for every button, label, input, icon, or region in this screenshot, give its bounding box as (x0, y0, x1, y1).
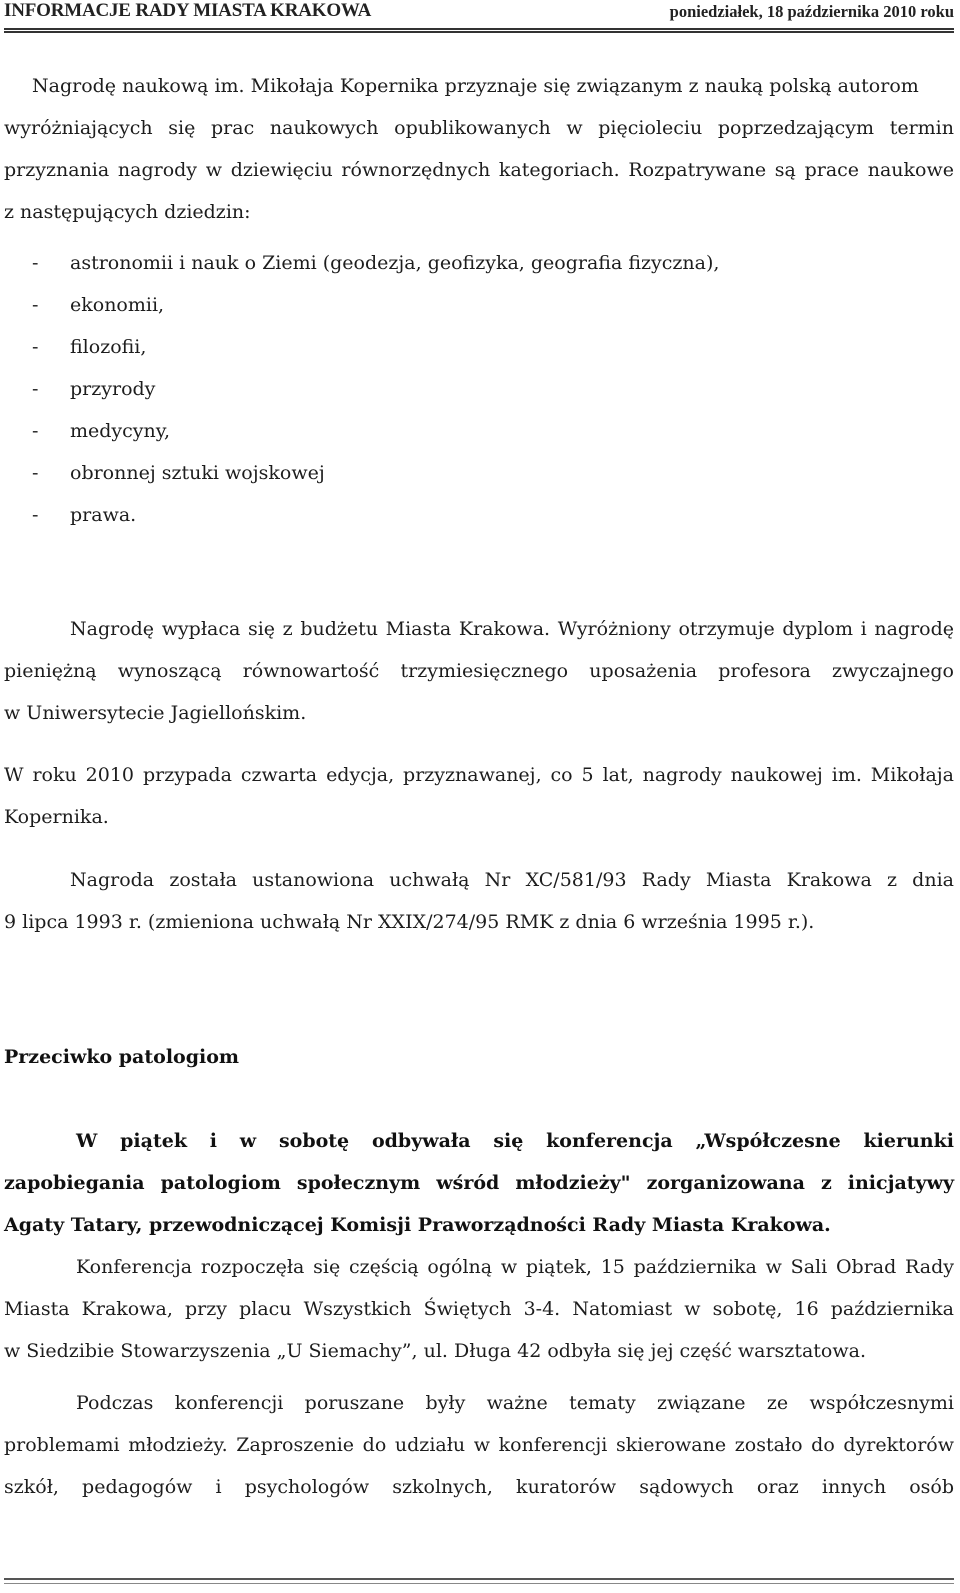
list-item (32, 293, 164, 317)
paragraph-line: 9 lipca 1993 r. (zmieniona uchwałą Nr XXIX/274/95 RMK z dnia 6 września 1995 r.). (4, 911, 815, 933)
list-item-text: medycyny, (70, 420, 171, 442)
list-item-text: astronomii i nauk o Ziemi (geodezja, geofizyka, geografia fizyczna), (70, 252, 720, 274)
paragraph-line: Nagroda została ustanowiona uchwałą Nr XC/581/93 Rady Miasta Krakowa z dnia (70, 869, 954, 891)
paragraph-line: Miasta Krakowa, przy placu Wszystkich Świętych 3-4. Natomiast w sobotę, 16 października (4, 1298, 954, 1320)
paragraph-line: w Uniwersytecie Jagiellońskim. (4, 702, 307, 724)
paragraph-line: Konferencja rozpoczęła się częścią ogólną w piątek, 15 października w Sali Obrad Rady (76, 1256, 954, 1278)
paragraph-line: w Siedzibie Stowarzyszenia „U Siemachy”, ul. Długa 42 odbyła się jej część warsztatowa. (4, 1340, 866, 1362)
list-item (32, 503, 136, 527)
paragraph-line: Nagrodę wypłaca się z budżetu Miasta Krakowa. Wyróżniony otrzymuje dyplom i nagrodę (70, 618, 954, 640)
list-dash: - (32, 252, 39, 274)
lead-line: zapobiegania patologiom społecznym wśród młodzieży" zorganizowana z inicjatywy (4, 1172, 954, 1194)
paragraph-line: szkół, pedagogów i psychologów szkolnych, kuratorów sądowych oraz innych osób (4, 1476, 954, 1498)
list-dash: - (32, 378, 39, 400)
list-item (32, 461, 325, 485)
header-rule (4, 28, 954, 33)
paragraph-line: problemami młodzieży. Zaproszenie do udziału w konferencji skierowane zostało do dyrektorów (4, 1434, 954, 1456)
paragraph-line: Kopernika. (4, 806, 109, 828)
list-item-text: prawa. (70, 504, 137, 526)
footer-rule (4, 1578, 954, 1584)
list-dash: - (32, 504, 39, 526)
paragraph-line: W roku 2010 przypada czwarta edycja, przyznawanej, co 5 lat, nagrody naukowej im. Mikołaja (4, 764, 954, 786)
list-item-text: przyrody (70, 378, 156, 400)
section-heading: Przeciwko patologiom (4, 1046, 239, 1068)
header-date: poniedziałek, 18 października 2010 roku (669, 2, 954, 21)
list-item (32, 335, 146, 359)
header-title: INFORMACJE RADY MIASTA KRAKOWA (4, 0, 372, 21)
list-item-text: ekonomii, (70, 294, 165, 316)
list-dash: - (32, 294, 39, 316)
page-header (4, 0, 954, 30)
list-dash: - (32, 462, 39, 484)
list-dash: - (32, 336, 39, 358)
list-item-text: obronnej sztuki wojskowej (70, 462, 325, 484)
paragraph-line: pieniężną wynoszącą równowartość trzymiesięcznego uposażenia profesora zwyczajnego (4, 660, 954, 682)
paragraph-line: z następujących dziedzin: (4, 201, 251, 223)
list-item (32, 251, 719, 275)
list-dash: - (32, 420, 39, 442)
paragraph-line: przyznania nagrody w dziewięciu równorzędnych kategoriach. Rozpatrywane są prace naukowe (4, 159, 954, 181)
lead-line: W piątek i w sobotę odbywała się konferencja „Współczesne kierunki (76, 1130, 954, 1152)
paragraph-line: Nagrodę naukową im. Mikołaja Kopernika przyznaje się związanym z nauką polską autorom (32, 75, 919, 97)
list-item (32, 377, 155, 401)
list-item (32, 419, 170, 443)
paragraph-line: Podczas konferencji poruszane były ważne tematy związane ze współczesnymi (76, 1392, 954, 1414)
paragraph-line: wyróżniających się prac naukowych opublikowanych w pięcioleciu poprzedzającym termin (4, 117, 954, 139)
list-item-text: filozofii, (70, 336, 147, 358)
lead-line: Agaty Tatary, przewodniczącej Komisji Praworządności Rady Miasta Krakowa. (4, 1214, 831, 1236)
